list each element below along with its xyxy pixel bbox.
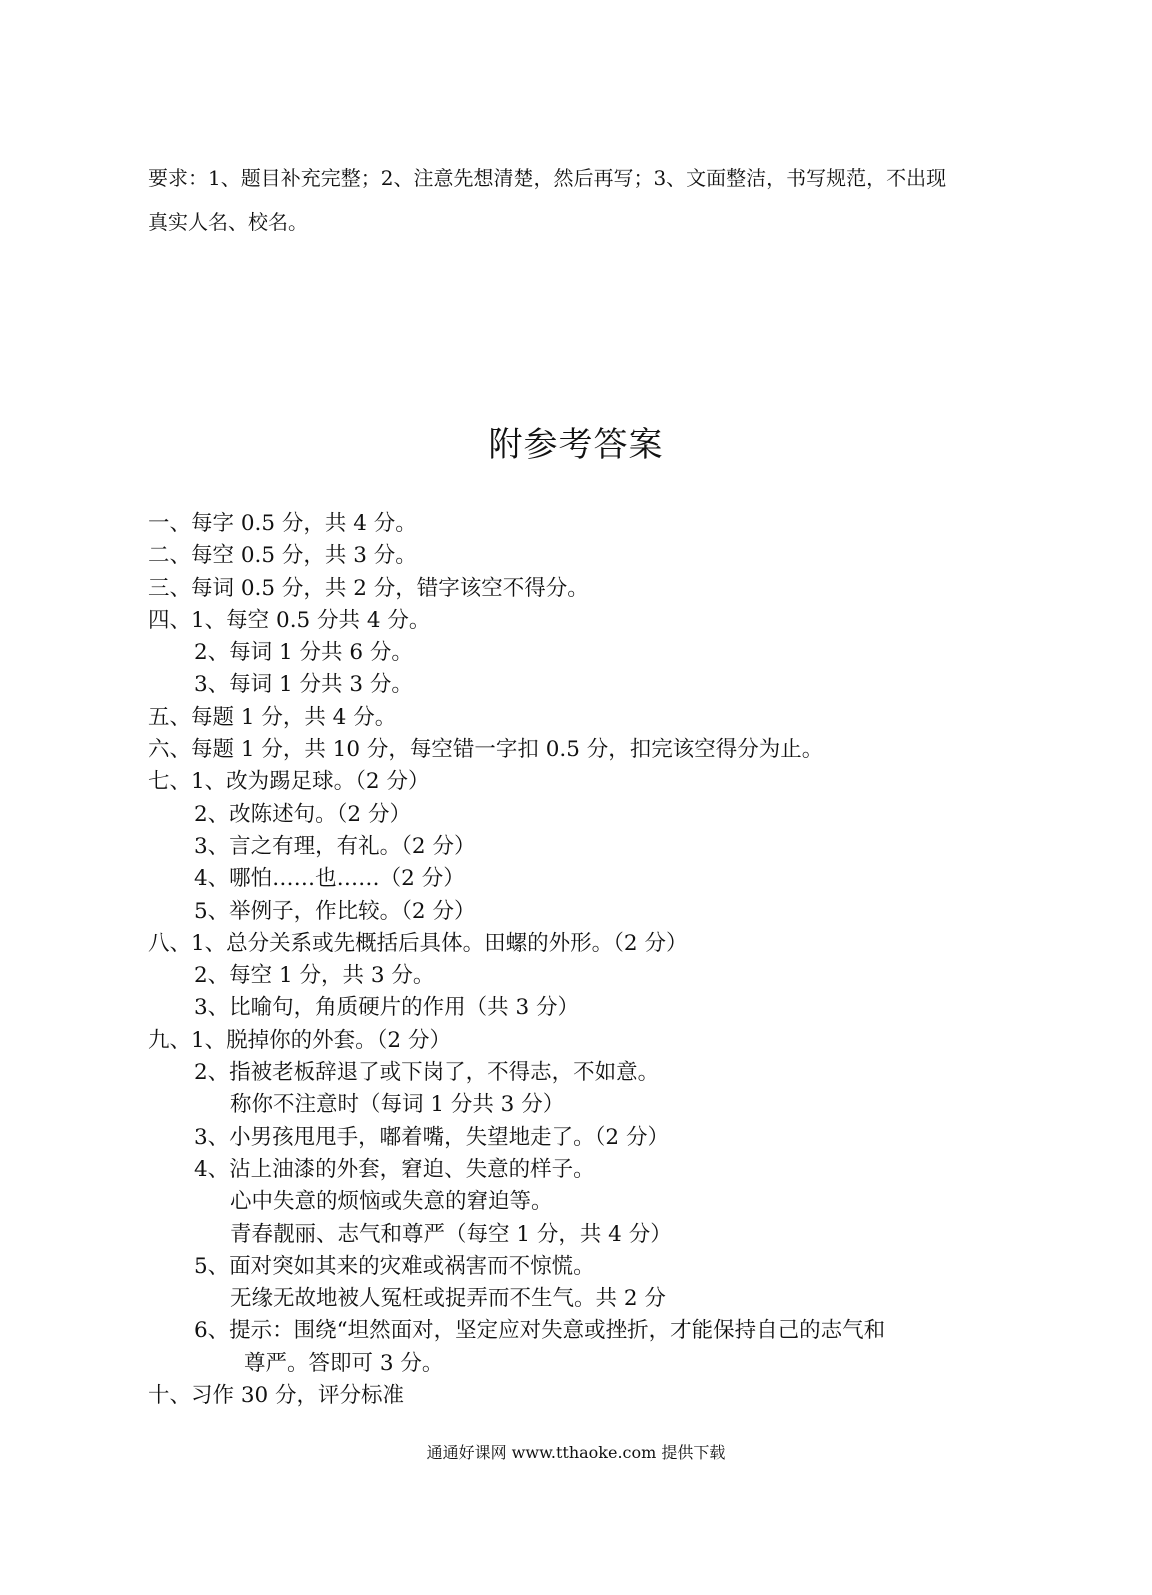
answer-list xyxy=(148,508,1008,1412)
answer-line: 3、比喻句，角质硬片的作用（共 3 分） xyxy=(194,995,580,1021)
answer-line: 3、小男孩甩甩手，嘟着嘴，失望地走了。（2 分） xyxy=(194,1124,669,1150)
answer-line: 十、习作 30 分，评分标准 xyxy=(148,1383,405,1409)
answer-line: 6、提示：围绕“坦然面对，坚定应对失意或挫折，才能保持自己的志气和 xyxy=(194,1318,886,1344)
answer-line: 2、改陈述句。（2 分） xyxy=(194,801,411,827)
answer-line: 2、每空 1 分，共 3 分。 xyxy=(194,963,435,989)
answer-line: 五、每题 1 分，共 4 分。 xyxy=(148,704,397,730)
answer-line: 三、每词 0.5 分，共 2 分，错字该空不得分。 xyxy=(148,575,589,601)
answer-line: 二、每空 0.5 分，共 3 分。 xyxy=(148,543,417,569)
answer-line: 七、1、改为踢足球。（2 分） xyxy=(148,769,430,795)
answer-line: 无缘无故地被人冤枉或捉弄而不生气。共 2 分 xyxy=(230,1286,666,1312)
answer-line: 3、言之有理，有礼。（2 分） xyxy=(194,833,476,859)
answer-line: 九、1、脱掉你的外套。（2 分） xyxy=(148,1027,451,1053)
answer-key-title: 附参考答案 xyxy=(488,425,664,465)
answer-line: 2、每词 1 分共 6 分。 xyxy=(194,640,413,666)
answer-line: 2、指被老板辞退了或下岗了，不得志，不如意。 xyxy=(194,1060,660,1086)
answer-line: 八、1、总分关系或先概括后具体。田螺的外形。（2 分） xyxy=(148,930,688,956)
requirements-line-2: 真实人名、校名。 xyxy=(148,210,308,234)
answer-line: 六、每题 1 分，共 10 分，每空错一字扣 0.5 分，扣完该空得分为止。 xyxy=(148,737,824,763)
answer-line: 3、每词 1 分共 3 分。 xyxy=(194,672,413,698)
answer-line: 4、哪怕……也……（2 分） xyxy=(194,866,465,892)
answer-line: 4、沾上油漆的外套，窘迫、失意的样子。 xyxy=(194,1156,595,1182)
answer-line: 青春靓丽、志气和尊严（每空 1 分，共 4 分） xyxy=(230,1221,672,1247)
requirements-line-1: 要求：1、题目补充完整；2、注意先想清楚，然后再写；3、文面整洁，书写规范，不出现 xyxy=(148,166,947,190)
answer-line: 心中失意的烦恼或失意的窘迫等。 xyxy=(230,1189,553,1215)
answer-line: 5、面对突如其来的灾难或祸害而不惊慌。 xyxy=(194,1253,595,1279)
answer-line: 四、1、每空 0.5 分共 4 分。 xyxy=(148,607,431,633)
answer-line: 5、举例子，作比较。（2 分） xyxy=(194,898,476,924)
answer-line: 一、每字 0.5 分，共 4 分。 xyxy=(148,511,417,536)
answer-line: 称你不注意时（每词 1 分共 3 分） xyxy=(230,1092,565,1118)
footer-credit: 通通好课网 www.tthaoke.com 提供下载 xyxy=(426,1443,726,1462)
answer-line: 尊严。答即可 3 分。 xyxy=(244,1350,444,1376)
